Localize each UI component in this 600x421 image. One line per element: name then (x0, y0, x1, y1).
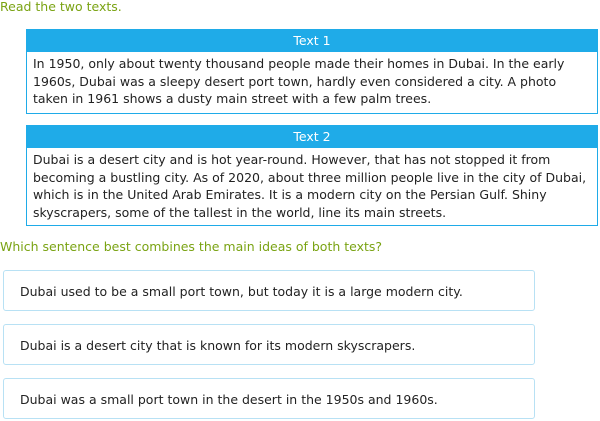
question-prompt: Which sentence best combines the main ideas of both texts? (0, 239, 383, 254)
answer-choice-3[interactable] (3, 378, 535, 419)
text-box-2 (26, 125, 598, 226)
text-box-2-title: Text 2 (27, 126, 597, 148)
text-box-1-body: In 1950, only about twenty thousand people made their homes in Dubai. In the early 1960s, Dubai was a sleepy desert port town, hardly even considered a city. A photo taken in 1961 shows a dusty main street with a few palm trees. (33, 56, 565, 106)
text-box-1 (26, 29, 598, 114)
answer-choice-1[interactable] (3, 270, 535, 311)
answer-choice-2[interactable] (3, 324, 535, 365)
answer-choice-3-label: Dubai was a small port town in the desert in the 1950s and 1960s. (20, 392, 438, 407)
text-box-2-body: Dubai is a desert city and is hot year-round. However, that has not stopped it from becoming a bustling city. As of 2020, about three million people live in the city of Dubai, which is in the United Arab Emirates. It is a modern city on the Persian Gulf. Shiny skyscrapers, some of the tallest in the world, line its main streets. (33, 152, 587, 220)
answer-choice-1-label: Dubai used to be a small port town, but today it is a large modern city. (20, 284, 463, 299)
text-box-1-title: Text 1 (27, 30, 597, 52)
answer-choice-2-label: Dubai is a desert city that is known for its modern skyscrapers. (20, 338, 416, 353)
instruction-text: Read the two texts. (0, 0, 122, 14)
